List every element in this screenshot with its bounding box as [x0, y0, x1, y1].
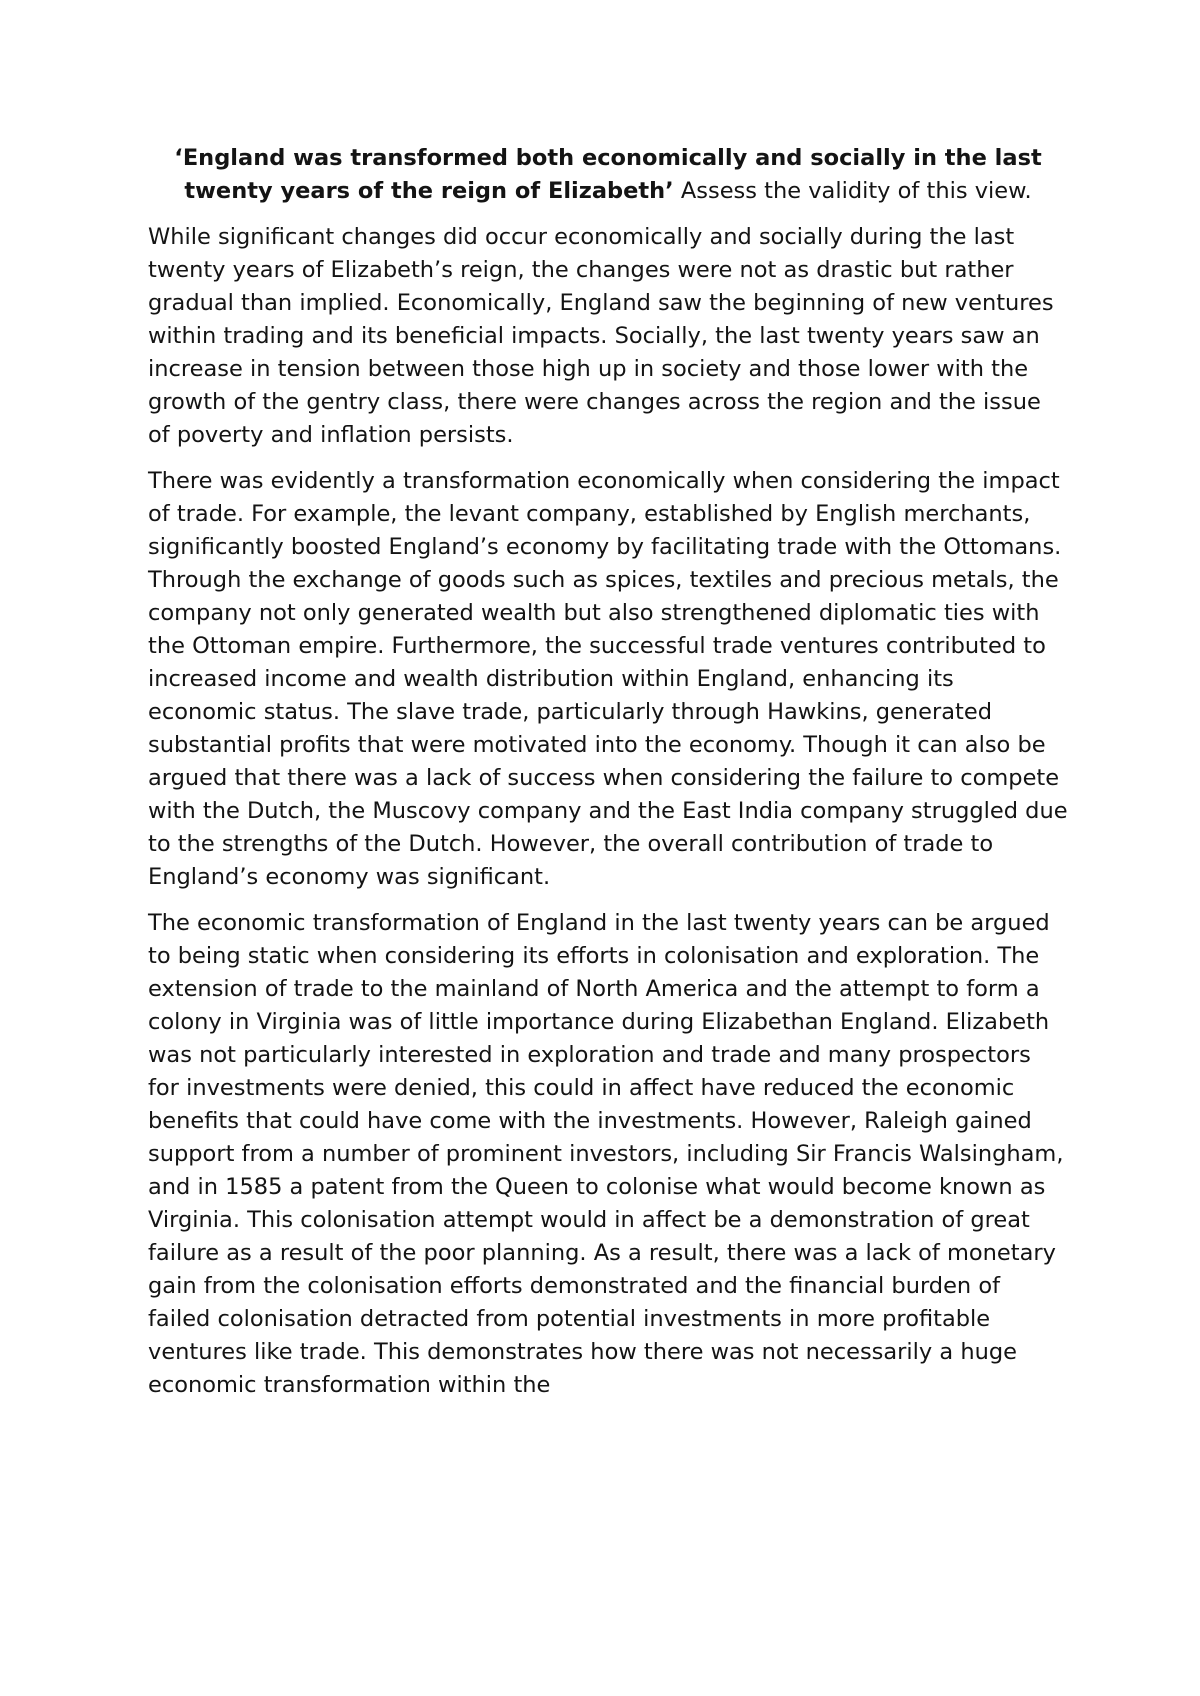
essay-question-bold: ‘England was transformed both economically and socially in the last twenty years of the reign of Elizabeth’: [174, 145, 1042, 204]
document-body: [148, 142, 1068, 1415]
paragraph-colonisation: The economic transformation of England in the last twenty years can be argued to being static when considering its efforts in colonisation and exploration. The extension of trade to the mainland of North America and the attempt to form a colony in Virginia was of little importance during Elizabethan England. Elizabeth was not particularly interested in exploration and trade and many prospectors for investments were denied, this could in affect have reduced the economic benefits that could have come with the investments. However, Raleigh gained support from a number of prominent investors, including Sir Francis Walsingham, and in 1585 a patent from the Queen to colonise what would become known as Virginia. This colonisation attempt would in affect be a demonstration of great failure as a result of the poor planning. As a result, there was a lack of monetary gain from the colonisation efforts demonstrated and the financial burden of failed colonisation detracted from potential investments in more profitable ventures like trade. This demonstrates how there was not necessarily a huge economic transformation within the: [148, 910, 1064, 1398]
essay-question-instruction: Assess the validity of this view.: [673, 178, 1032, 204]
paragraph-trade: There was evidently a transformation economically when considering the impact of trade. For example, the levant company, established by English merchants, significantly boosted England’s economy by facilitating trade with the Ottomans. Through the exchange of goods such as spices, textiles and precious metals, the company not only generated wealth but also strengthened diplomatic ties with the Ottoman empire. Furthermore, the successful trade ventures contributed to increased income and wealth distribution within England, enhancing its economic status. The slave trade, particularly through Hawkins, generated substantial profits that were motivated into the economy. Though it can also be argued that there was a lack of success when considering the failure to compete with the Dutch, the Muscovy company and the East India company struggled due to the strengths of the Dutch. However, the overall contribution of trade to England’s economy was significant.: [148, 468, 1068, 890]
essay-question: [148, 142, 1068, 208]
paragraph-introduction: While significant changes did occur economically and socially during the last twenty years of Elizabeth’s reign, the changes were not as drastic but rather gradual than implied. Economically, England saw the beginning of new ventures within trading and its beneficial impacts. Socially, the last twenty years saw an increase in tension between those high up in society and those lower with the growth of the gentry class, there were changes across the region and the issue of poverty and inflation persists.: [148, 224, 1054, 448]
